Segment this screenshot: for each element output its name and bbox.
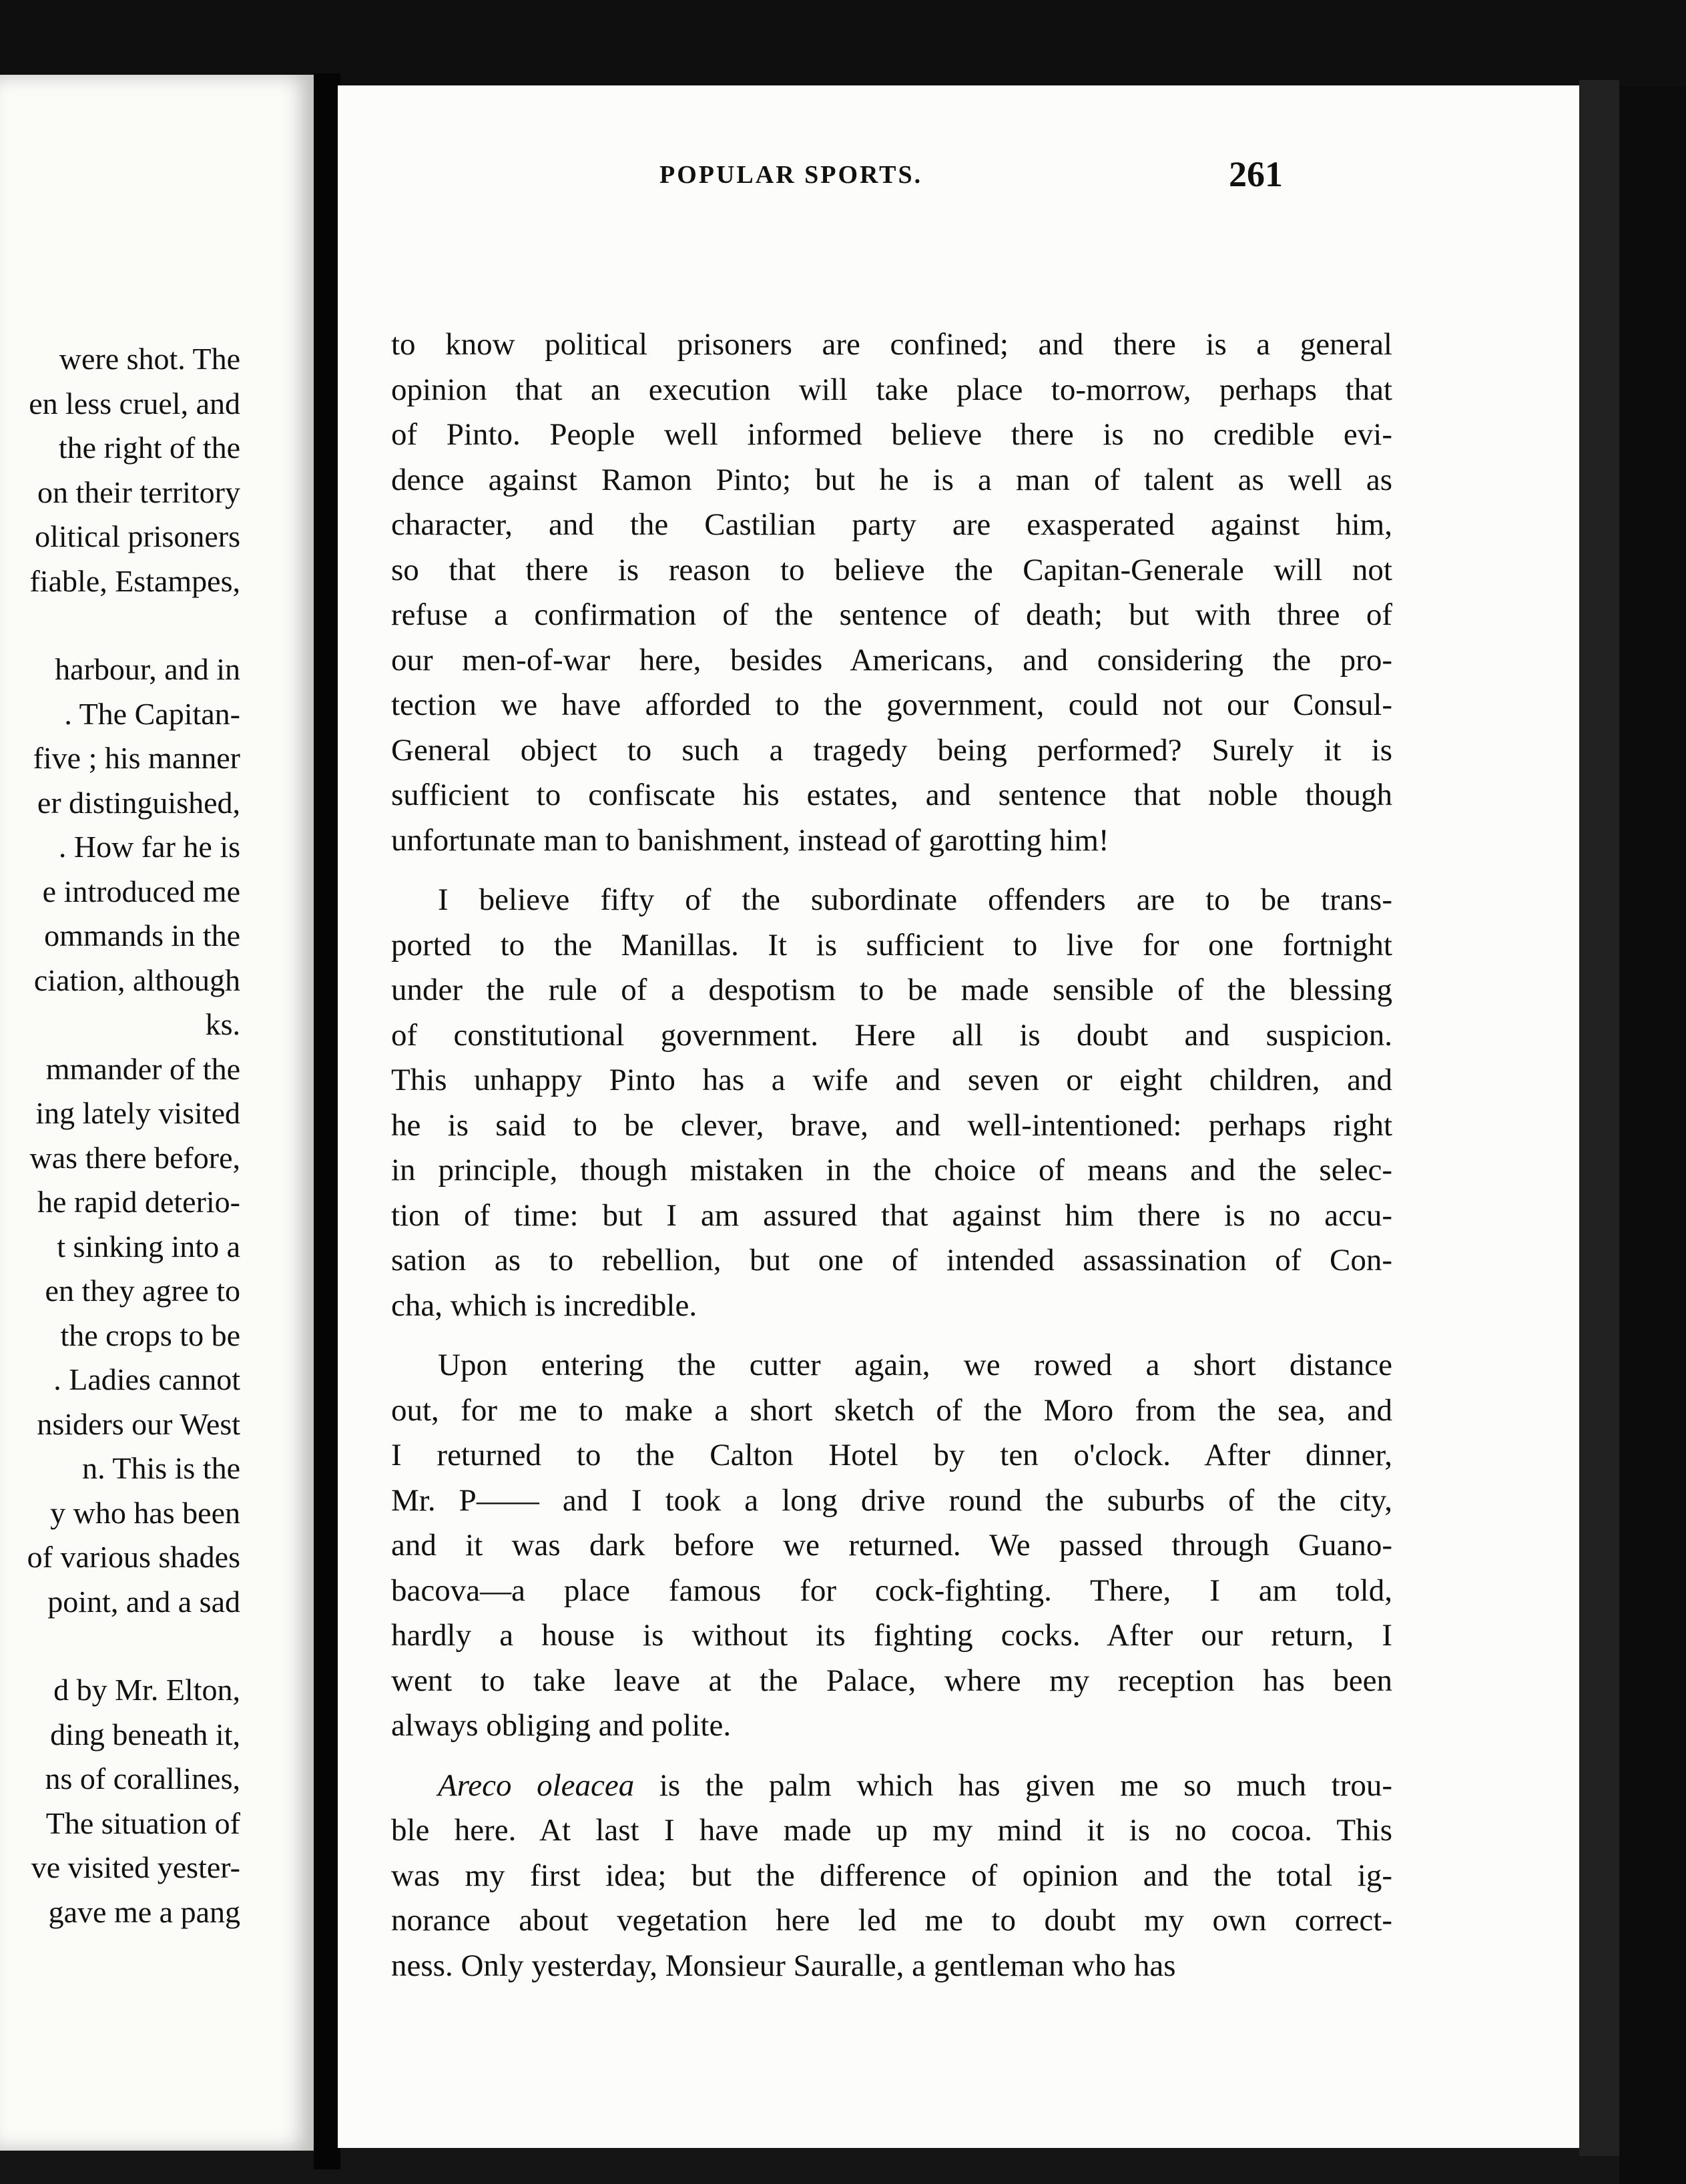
book-gutter bbox=[314, 73, 340, 2169]
text-line: was my first idea; but the difference of opinion and the total ig- bbox=[391, 1858, 1392, 1893]
left-page-line: of various shades bbox=[27, 1540, 240, 1574]
text-line: ble here. At last I have made up my mind it is no cocoa. This bbox=[391, 1813, 1392, 1848]
left-page-line: en they agree to bbox=[45, 1274, 240, 1308]
text-line: bacova—a place famous for cock-fighting. There, I am told, bbox=[391, 1573, 1392, 1608]
scan-border-top bbox=[0, 0, 1686, 87]
paragraph bbox=[391, 878, 1392, 1328]
left-page bbox=[0, 75, 314, 2151]
left-page-line: t sinking into a bbox=[57, 1229, 240, 1264]
text-line: and it was dark before we returned. We passed through Guano- bbox=[391, 1528, 1392, 1563]
text-line: character, and the Castilian party are exasperated against him, bbox=[391, 507, 1392, 542]
left-page-line: ks. bbox=[205, 1007, 240, 1041]
running-head-title: POPULAR SPORTS. bbox=[659, 161, 923, 189]
paragraph-gap bbox=[391, 863, 1392, 878]
text-line: refuse a confirmation of the sentence of death; but with three of bbox=[391, 597, 1392, 632]
left-page-line: . How far he is bbox=[58, 830, 240, 864]
left-page-line: e introduced me bbox=[42, 874, 240, 908]
text-line: norance about vegetation here led me to doubt my own correct- bbox=[391, 1903, 1392, 1938]
left-page-line: y who has been bbox=[50, 1495, 240, 1530]
paragraph bbox=[391, 1343, 1392, 1749]
text-line: so that there is reason to believe the Capitan-Generale will not bbox=[391, 552, 1392, 587]
paragraph-gap bbox=[391, 1749, 1392, 1763]
right-page bbox=[338, 85, 1579, 2148]
left-page-line: the right of the bbox=[58, 431, 240, 465]
text-line: in principle, though mistaken in the choice of means and the selec- bbox=[391, 1153, 1392, 1187]
text-line: to know political prisoners are confined; and there is a general bbox=[391, 327, 1392, 362]
left-page-line: fiable, Estampes, bbox=[29, 563, 240, 598]
text-line: ported to the Manillas. It is sufficient to live for one fortnight bbox=[391, 927, 1392, 963]
text-line: sufficient to confiscate his estates, and sentence that noble though bbox=[391, 778, 1392, 812]
text-line: General object to such a tragedy being performed? Surely it is bbox=[391, 732, 1392, 768]
text-line: hardly a house is without its fighting cocks. After our return, I bbox=[391, 1618, 1392, 1653]
text-line: always obliging and polite. bbox=[391, 1708, 732, 1743]
text-line: our men-of-war here, besides Americans, and considering the pro- bbox=[391, 642, 1392, 677]
text-line: dence against Ramon Pinto; but he is a man of talent as well as bbox=[391, 462, 1392, 497]
left-page-line: nsiders our West bbox=[37, 1406, 240, 1441]
text-line: cha, which is incredible. bbox=[391, 1288, 697, 1323]
left-page-line: er distinguished, bbox=[37, 785, 240, 820]
text-line: I returned to the Calton Hotel by ten o'clock. After dinner, bbox=[391, 1438, 1392, 1472]
paragraph bbox=[391, 322, 1392, 863]
left-page-line: was there before, bbox=[29, 1140, 240, 1175]
text-line: Mr. P—— and I took a long drive round the suburbs of the city, bbox=[391, 1482, 1392, 1518]
body-text bbox=[391, 322, 1392, 1988]
text-line: sation as to rebellion, but one of intended assassination of Con- bbox=[391, 1243, 1392, 1278]
text-line: of constitutional government. Here all is doubt and suspicion. bbox=[391, 1017, 1392, 1053]
left-page-line: ns of corallines, bbox=[45, 1761, 240, 1796]
left-page-line bbox=[0, 603, 240, 647]
left-page-line: on their territory bbox=[37, 475, 240, 509]
text-line: of Pinto. People well informed believe there is no credible evi- bbox=[391, 417, 1392, 452]
left-page-line: The situation of bbox=[45, 1806, 240, 1840]
left-page-line: . The Capitan- bbox=[64, 696, 240, 731]
left-page-line: ing lately visited bbox=[35, 1096, 240, 1130]
text-line: he is said to be clever, brave, and well-intentioned: perhaps right bbox=[391, 1107, 1392, 1143]
left-page-text bbox=[0, 337, 240, 1934]
left-page-line: en less cruel, and bbox=[29, 386, 240, 421]
text-line-rest: is the palm which has given me so much trou- bbox=[634, 1767, 1392, 1803]
left-page-line: ding beneath it, bbox=[50, 1717, 240, 1751]
left-page-line: ve visited yester- bbox=[31, 1850, 240, 1884]
left-page-line: . Ladies cannot bbox=[53, 1362, 240, 1396]
page-number: 261 bbox=[1229, 154, 1283, 194]
text-line: opinion that an execution will take place to-morrow, perhaps that bbox=[391, 372, 1392, 407]
left-page-line: d by Mr. Elton, bbox=[53, 1673, 240, 1707]
text-line: out, for me to make a short sketch of the Moro from the sea, and bbox=[391, 1392, 1392, 1428]
text-line bbox=[391, 1763, 1392, 1809]
left-page-line: he rapid deterio- bbox=[37, 1185, 240, 1219]
left-page-line: gave me a pang bbox=[48, 1894, 240, 1929]
text-line: under the rule of a despotism to be made sensible of the blessing bbox=[391, 973, 1392, 1007]
left-page-line: n. This is the bbox=[82, 1451, 240, 1485]
paragraph bbox=[391, 1763, 1392, 1989]
text-line: went to take leave at the Palace, where my reception has been bbox=[391, 1663, 1392, 1698]
left-page-line: were shot. The bbox=[59, 342, 240, 376]
left-page-line: ommands in the bbox=[44, 918, 240, 952]
italic-term: Areco oleacea bbox=[438, 1767, 635, 1803]
left-page-line: harbour, and in bbox=[55, 652, 240, 686]
left-page-line bbox=[0, 1624, 240, 1668]
text-line: tection we have afforded to the government, could not our Consul- bbox=[391, 688, 1392, 722]
scan-border-right bbox=[1619, 87, 1686, 2184]
text-line: This unhappy Pinto has a wife and seven or eight children, and bbox=[391, 1063, 1392, 1097]
left-page-line: ciation, although bbox=[33, 963, 240, 997]
left-page-line: the crops to be bbox=[60, 1318, 240, 1352]
text-line: ness. Only yesterday, Monsieur Sauralle, a gentleman who has bbox=[391, 1948, 1176, 1983]
left-page-line: point, and a sad bbox=[47, 1584, 240, 1619]
left-page-line: five ; his manner bbox=[33, 741, 240, 775]
text-line: tion of time: but I am assured that against him there is no accu- bbox=[391, 1197, 1392, 1233]
text-line: unfortunate man to banishment, instead of garotting him! bbox=[391, 822, 1109, 858]
paragraph-gap bbox=[391, 1328, 1392, 1343]
text-line: Upon entering the cutter again, we rowed a short distance bbox=[438, 1348, 1392, 1382]
left-page-line: olitical prisoners bbox=[35, 519, 240, 553]
left-page-line: mmander of the bbox=[45, 1051, 240, 1086]
page-edge bbox=[1579, 80, 1619, 2156]
text-line: I believe fifty of the subordinate offenders are to be trans- bbox=[438, 882, 1392, 917]
